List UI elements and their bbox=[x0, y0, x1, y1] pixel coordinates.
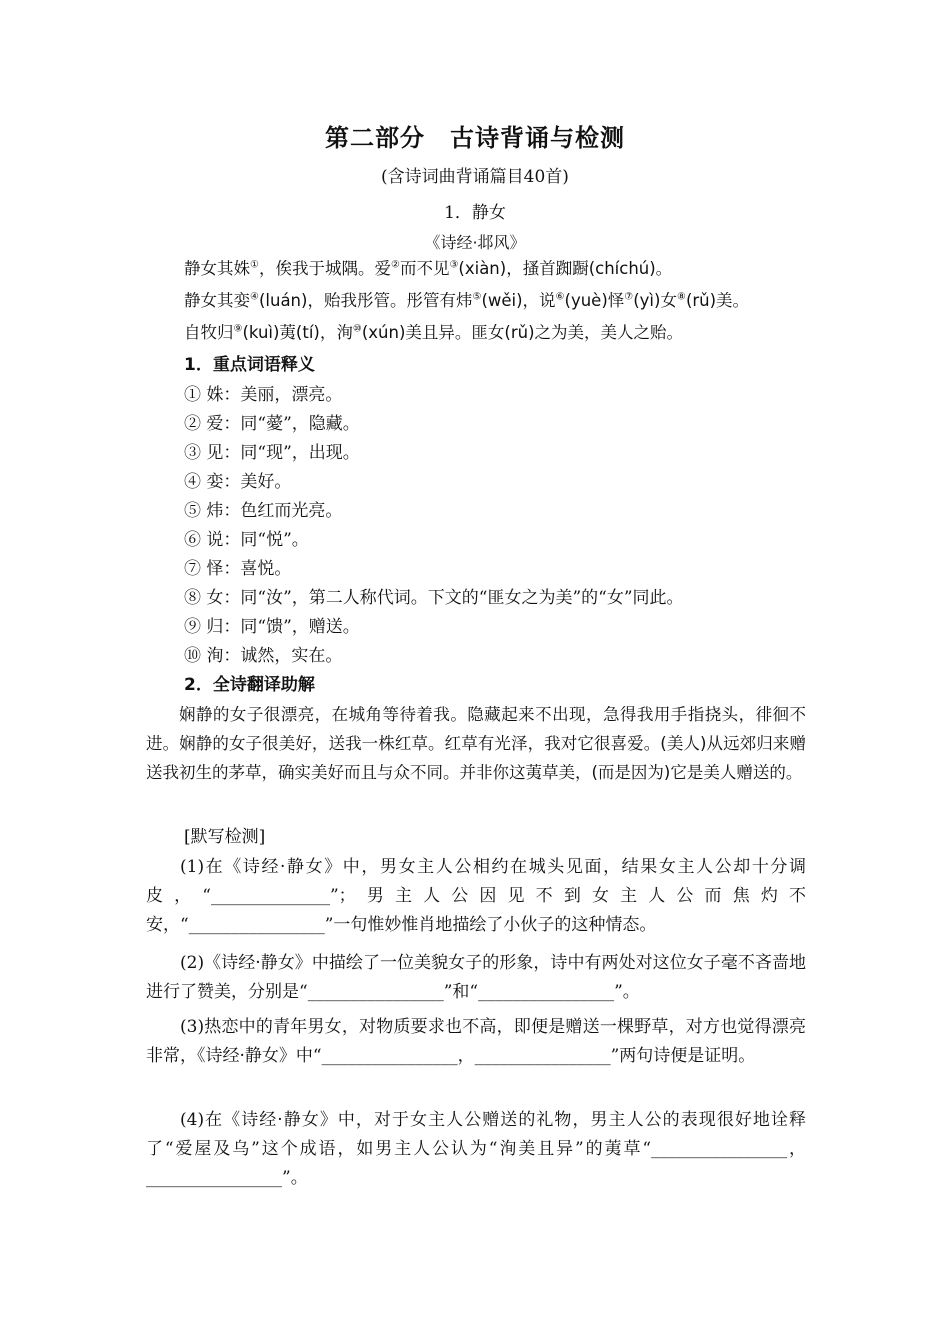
note-item: ② 爱：同“薆”，隐藏。 bbox=[184, 414, 360, 434]
note-item: ⑥ 说：同“悦”。 bbox=[184, 530, 309, 550]
question-3: (3)热恋中的青年男女，对物质要求也不高，即便是赠送一棵野草，对方也觉得漂亮非常，《诗经·静女》中“________________，________________”两句诗便是证明。 bbox=[146, 1017, 806, 1066]
poem-source: 《诗经·邶风》 bbox=[424, 233, 526, 252]
note-item: ⑧ 女：同“汝”，第二人称代词。下文的“匪女之为美”的“女”同此。 bbox=[184, 588, 684, 608]
note-item: ⑤ 炜：色红而光亮。 bbox=[184, 501, 343, 521]
note-item: ① 姝：美丽，漂亮。 bbox=[184, 385, 343, 405]
note-item: ⑨ 归：同“馈”，赠送。 bbox=[184, 617, 360, 637]
page-subtitle: (含诗词曲背诵篇目40首) bbox=[381, 167, 569, 187]
note-item: ③ 见：同“现”，出现。 bbox=[184, 443, 360, 463]
question-1: (1)在《诗经·静女》中，男女主人公相约在城头见面，结果女主人公却十分调皮，“______________”；男主人公因见不到女主人公而焦灼不安，“________________”一句惟妙惟肖地描绘了小伙子的这种情态。 bbox=[146, 857, 806, 935]
translation-paragraph: 娴静的女子很漂亮，在城角等待着我。隐藏起来不出现，急得我用手指挠头，徘徊不进。娴静的女子很美好，送我一株红草。红草有光泽，我对它很喜爱。(美人)从远郊归来赠送我初生的茅草，确实美好而且与众不同。并非你这荑草美，(而是因为)它是美人赠送的。 bbox=[146, 705, 806, 782]
note-item: ⑦ 怿：喜悦。 bbox=[184, 559, 292, 579]
poem-line-3: 自牧归⑨(kuì)荑(tí)，洵⑩(xún)美且异。匪女(rǔ)之为美，美人之贻。 bbox=[184, 323, 684, 342]
test-title: [默写检测] bbox=[184, 827, 266, 847]
section-translation-title: 2．全诗翻译助解 bbox=[184, 675, 315, 695]
poem-line-1: 静女其姝①，俟我于城隅。爱②而不见③(xiàn)，搔首踟蹰(chíchú)。 bbox=[184, 259, 673, 278]
section-vocab-title: 1．重点词语释义 bbox=[184, 355, 315, 375]
poem-heading: 1．静女 bbox=[444, 203, 506, 223]
page-title: 第二部分 古诗背诵与检测 bbox=[325, 123, 625, 152]
question-2: (2)《诗经·静女》中描绘了一位美貌女子的形象，诗中有两处对这位女子毫不吝啬地进行了赞美，分别是“________________”和“________________”。 bbox=[146, 953, 806, 1002]
note-item: ④ 娈：美好。 bbox=[184, 472, 292, 492]
note-item: ⑩ 洵：诚然，实在。 bbox=[184, 646, 343, 666]
question-4: (4)在《诗经·静女》中，对于女主人公赠送的礼物，男主人公的表现很好地诠释了“爱屋及乌”这个成语，如男主人公认为“洵美且异”的荑草“________________，________________”。 bbox=[146, 1110, 806, 1188]
poem-line-2: 静女其娈④(luán)，贻我彤管。彤管有炜⑤(wěi)，说⑥(yuè)怿⑦(yì)女⑧(rǔ)美。 bbox=[184, 291, 750, 310]
